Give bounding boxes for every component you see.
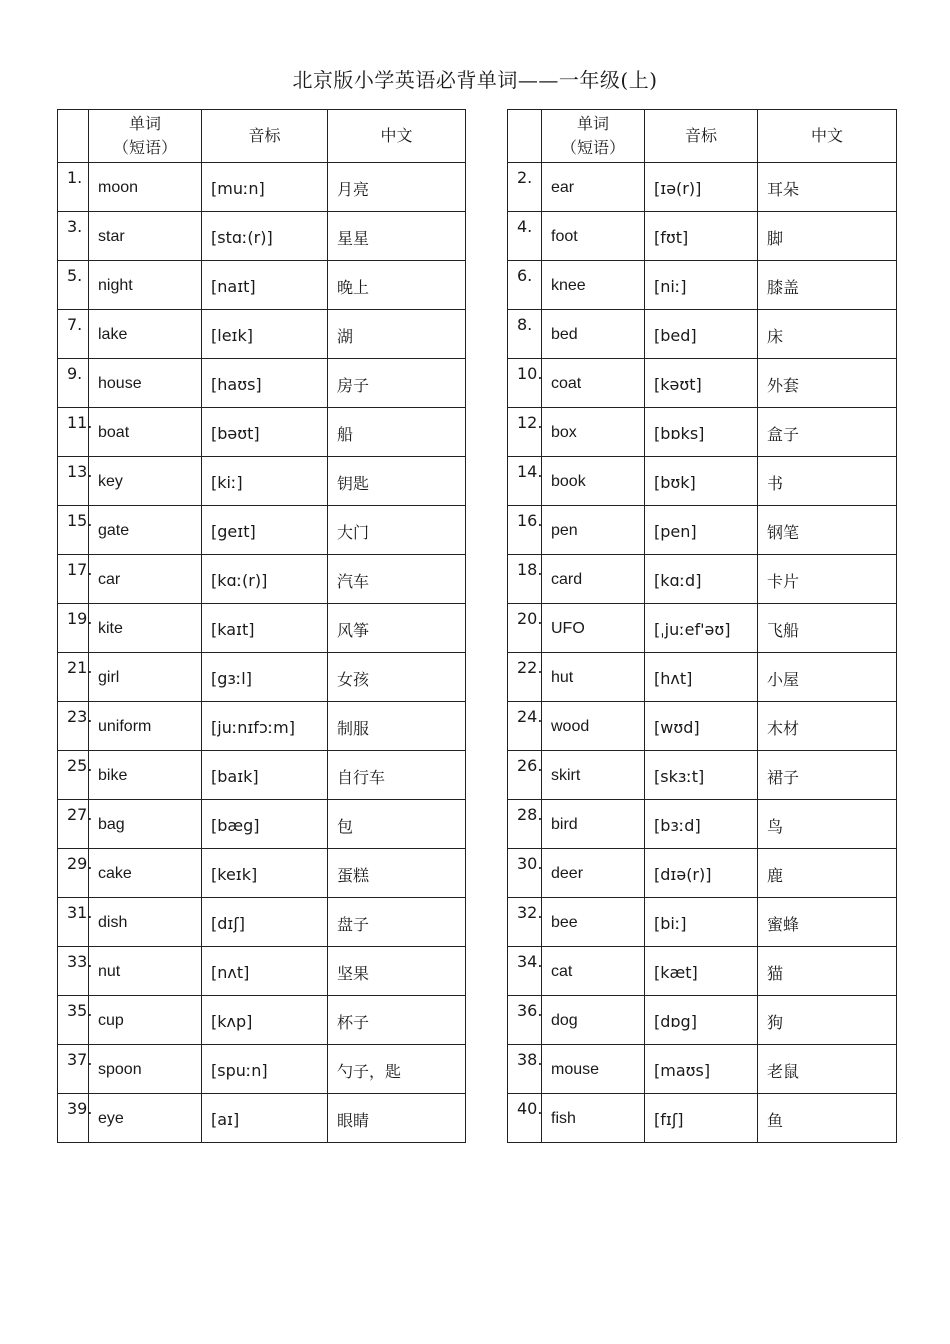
row-number: 18. [508, 555, 542, 604]
table-row [508, 310, 897, 359]
row-number: 37. [58, 1045, 89, 1094]
table-row [58, 898, 466, 947]
row-number: 40. [508, 1094, 542, 1143]
row-phonetic: [fɪʃ] [645, 1094, 758, 1143]
row-chinese: 包 [328, 800, 466, 849]
row-chinese: 鹿 [758, 849, 897, 898]
vocab-table-right [507, 109, 897, 1143]
row-word: cat [542, 947, 645, 996]
row-chinese: 外套 [758, 359, 897, 408]
row-number: 25. [58, 751, 89, 800]
header-word [542, 110, 645, 163]
table-row [58, 653, 466, 702]
table-row [58, 555, 466, 604]
row-word: card [542, 555, 645, 604]
table-row [508, 800, 897, 849]
row-number: 30. [508, 849, 542, 898]
table-row [58, 849, 466, 898]
row-chinese: 湖 [328, 310, 466, 359]
header-ipa: 音标 [645, 110, 758, 163]
row-chinese: 星星 [328, 212, 466, 261]
row-chinese: 老鼠 [758, 1045, 897, 1094]
table-row [508, 506, 897, 555]
row-number: 16. [508, 506, 542, 555]
row-chinese: 勺子，匙 [328, 1045, 466, 1094]
row-word: nut [89, 947, 202, 996]
row-phonetic: [dɪə(r)] [645, 849, 758, 898]
table-row [508, 1094, 897, 1143]
table-row [508, 604, 897, 653]
table-row [508, 408, 897, 457]
header-number [508, 110, 542, 163]
row-phonetic: [bəʊt] [202, 408, 328, 457]
row-word: box [542, 408, 645, 457]
row-word: uniform [89, 702, 202, 751]
table-row [58, 1045, 466, 1094]
table-row [508, 849, 897, 898]
row-number: 34. [508, 947, 542, 996]
row-phonetic: [pen] [645, 506, 758, 555]
row-word: cup [89, 996, 202, 1045]
row-chinese: 杯子 [328, 996, 466, 1045]
row-word: house [89, 359, 202, 408]
row-phonetic: [kʌp] [202, 996, 328, 1045]
table-row [58, 751, 466, 800]
table-row [508, 261, 897, 310]
row-word: bike [89, 751, 202, 800]
vocab-table-left [57, 109, 466, 1143]
row-number: 12. [508, 408, 542, 457]
row-phonetic: [gɜːl] [202, 653, 328, 702]
table-row [58, 996, 466, 1045]
row-word: foot [542, 212, 645, 261]
row-number: 39. [58, 1094, 89, 1143]
row-number: 38. [508, 1045, 542, 1094]
row-chinese: 猫 [758, 947, 897, 996]
row-number: 20. [508, 604, 542, 653]
row-phonetic: [kɑː(r)] [202, 555, 328, 604]
row-chinese: 女孩 [328, 653, 466, 702]
row-chinese: 蜜蜂 [758, 898, 897, 947]
row-chinese: 蛋糕 [328, 849, 466, 898]
row-word: spoon [89, 1045, 202, 1094]
table-row [58, 1094, 466, 1143]
table-row [508, 947, 897, 996]
header-ipa: 音标 [202, 110, 328, 163]
row-phonetic: [hʌt] [645, 653, 758, 702]
row-word: UFO [542, 604, 645, 653]
row-word: dog [542, 996, 645, 1045]
row-number: 23. [58, 702, 89, 751]
table-row [508, 702, 897, 751]
table-row [58, 800, 466, 849]
row-word: star [89, 212, 202, 261]
row-chinese: 制服 [328, 702, 466, 751]
row-phonetic: [ˌjuːef'əʊ] [645, 604, 758, 653]
row-word: key [89, 457, 202, 506]
row-chinese: 盒子 [758, 408, 897, 457]
row-word: bird [542, 800, 645, 849]
table-row [58, 702, 466, 751]
row-word: gate [89, 506, 202, 555]
row-chinese: 裙子 [758, 751, 897, 800]
row-number: 22. [508, 653, 542, 702]
row-word: cake [89, 849, 202, 898]
row-phonetic: [bɜːd] [645, 800, 758, 849]
row-word: book [542, 457, 645, 506]
row-word: pen [542, 506, 645, 555]
row-phonetic: [fʊt] [645, 212, 758, 261]
row-phonetic: [baɪk] [202, 751, 328, 800]
row-phonetic: [wʊd] [645, 702, 758, 751]
row-chinese: 钢笔 [758, 506, 897, 555]
row-word: car [89, 555, 202, 604]
row-word: coat [542, 359, 645, 408]
row-word: hut [542, 653, 645, 702]
row-chinese: 床 [758, 310, 897, 359]
row-phonetic: [juːnɪfɔːm] [202, 702, 328, 751]
row-chinese: 自行车 [328, 751, 466, 800]
row-word: knee [542, 261, 645, 310]
row-chinese: 卡片 [758, 555, 897, 604]
row-word: eye [89, 1094, 202, 1143]
page-title: 北京版小学英语必背单词——一年级(上) [292, 68, 658, 92]
row-number: 14. [508, 457, 542, 506]
row-chinese: 眼睛 [328, 1094, 466, 1143]
table-row [58, 261, 466, 310]
row-phonetic: [kæt] [645, 947, 758, 996]
row-phonetic: [ɪə(r)] [645, 163, 758, 212]
header-word-line1: 单词 [128, 114, 161, 133]
table-header-row [508, 110, 897, 163]
row-word: kite [89, 604, 202, 653]
row-chinese: 耳朵 [758, 163, 897, 212]
row-phonetic: [bʊk] [645, 457, 758, 506]
row-word: deer [542, 849, 645, 898]
row-phonetic: [spuːn] [202, 1045, 328, 1094]
row-phonetic: [keɪk] [202, 849, 328, 898]
table-row [58, 604, 466, 653]
row-chinese: 脚 [758, 212, 897, 261]
vocab-table-left-body [58, 163, 466, 1143]
header-number [58, 110, 89, 163]
row-phonetic: [dɒg] [645, 996, 758, 1045]
row-phonetic: [bed] [645, 310, 758, 359]
row-chinese: 大门 [328, 506, 466, 555]
table-row [508, 751, 897, 800]
row-number: 28. [508, 800, 542, 849]
row-word: night [89, 261, 202, 310]
table-row [58, 457, 466, 506]
table-row [58, 163, 466, 212]
header-word-line2: （短语） [560, 138, 625, 157]
header-word-line1: 单词 [576, 114, 609, 133]
table-row [508, 996, 897, 1045]
table-row [508, 163, 897, 212]
table-row [508, 1045, 897, 1094]
row-chinese: 书 [758, 457, 897, 506]
row-word: mouse [542, 1045, 645, 1094]
row-number: 27. [58, 800, 89, 849]
row-number: 29. [58, 849, 89, 898]
row-phonetic: [muːn] [202, 163, 328, 212]
table-row [58, 359, 466, 408]
row-word: skirt [542, 751, 645, 800]
row-number: 3. [58, 212, 89, 261]
row-phonetic: [kɑːd] [645, 555, 758, 604]
row-number: 17. [58, 555, 89, 604]
row-chinese: 木材 [758, 702, 897, 751]
row-number: 24. [508, 702, 542, 751]
table-row [508, 653, 897, 702]
row-word: dish [89, 898, 202, 947]
row-phonetic: [geɪt] [202, 506, 328, 555]
table-row [508, 359, 897, 408]
row-number: 6. [508, 261, 542, 310]
row-number: 5. [58, 261, 89, 310]
row-word: moon [89, 163, 202, 212]
row-word: boat [89, 408, 202, 457]
row-word: bed [542, 310, 645, 359]
row-number: 33. [58, 947, 89, 996]
header-word [89, 110, 202, 163]
row-chinese: 鱼 [758, 1094, 897, 1143]
table-row [58, 408, 466, 457]
row-chinese: 小屋 [758, 653, 897, 702]
row-phonetic: [nʌt] [202, 947, 328, 996]
row-word: ear [542, 163, 645, 212]
table-row [508, 457, 897, 506]
row-word: fish [542, 1094, 645, 1143]
row-phonetic: [kiː] [202, 457, 328, 506]
row-phonetic: [bɒks] [645, 408, 758, 457]
row-number: 31. [58, 898, 89, 947]
row-phonetic: [stɑː(r)] [202, 212, 328, 261]
table-header-row [58, 110, 466, 163]
row-chinese: 月亮 [328, 163, 466, 212]
row-phonetic: [niː] [645, 261, 758, 310]
header-word-line2: （短语） [112, 138, 177, 157]
row-chinese: 鸟 [758, 800, 897, 849]
table-row [58, 947, 466, 996]
row-number: 2. [508, 163, 542, 212]
table-row [58, 212, 466, 261]
row-chinese: 盘子 [328, 898, 466, 947]
row-number: 9. [58, 359, 89, 408]
row-chinese: 膝盖 [758, 261, 897, 310]
table-row [58, 506, 466, 555]
row-number: 13. [58, 457, 89, 506]
header-chinese: 中文 [328, 110, 466, 163]
row-chinese: 狗 [758, 996, 897, 1045]
row-chinese: 坚果 [328, 947, 466, 996]
row-number: 36. [508, 996, 542, 1045]
row-number: 26. [508, 751, 542, 800]
row-word: wood [542, 702, 645, 751]
row-chinese: 钥匙 [328, 457, 466, 506]
table-row [58, 310, 466, 359]
row-number: 32. [508, 898, 542, 947]
row-number: 8. [508, 310, 542, 359]
row-phonetic: [kəʊt] [645, 359, 758, 408]
row-number: 10. [508, 359, 542, 408]
row-phonetic: [maʊs] [645, 1045, 758, 1094]
row-chinese: 晚上 [328, 261, 466, 310]
row-word: girl [89, 653, 202, 702]
table-row [508, 555, 897, 604]
row-phonetic: [kaɪt] [202, 604, 328, 653]
header-chinese: 中文 [758, 110, 897, 163]
row-chinese: 汽车 [328, 555, 466, 604]
row-chinese: 船 [328, 408, 466, 457]
row-phonetic: [biː] [645, 898, 758, 947]
row-word: bag [89, 800, 202, 849]
row-phonetic: [leɪk] [202, 310, 328, 359]
row-number: 21. [58, 653, 89, 702]
row-number: 7. [58, 310, 89, 359]
row-number: 19. [58, 604, 89, 653]
row-word: bee [542, 898, 645, 947]
row-phonetic: [skɜːt] [645, 751, 758, 800]
row-chinese: 房子 [328, 359, 466, 408]
row-number: 1. [58, 163, 89, 212]
table-row [508, 212, 897, 261]
table-row [508, 898, 897, 947]
vocab-table-right-body [508, 163, 897, 1143]
row-word: lake [89, 310, 202, 359]
row-number: 11. [58, 408, 89, 457]
row-phonetic: [naɪt] [202, 261, 328, 310]
row-number: 15. [58, 506, 89, 555]
row-number: 4. [508, 212, 542, 261]
row-phonetic: [haʊs] [202, 359, 328, 408]
row-chinese: 飞船 [758, 604, 897, 653]
row-chinese: 风筝 [328, 604, 466, 653]
row-phonetic: [bæg] [202, 800, 328, 849]
row-phonetic: [dɪʃ] [202, 898, 328, 947]
row-number: 35. [58, 996, 89, 1045]
row-phonetic: [aɪ] [202, 1094, 328, 1143]
